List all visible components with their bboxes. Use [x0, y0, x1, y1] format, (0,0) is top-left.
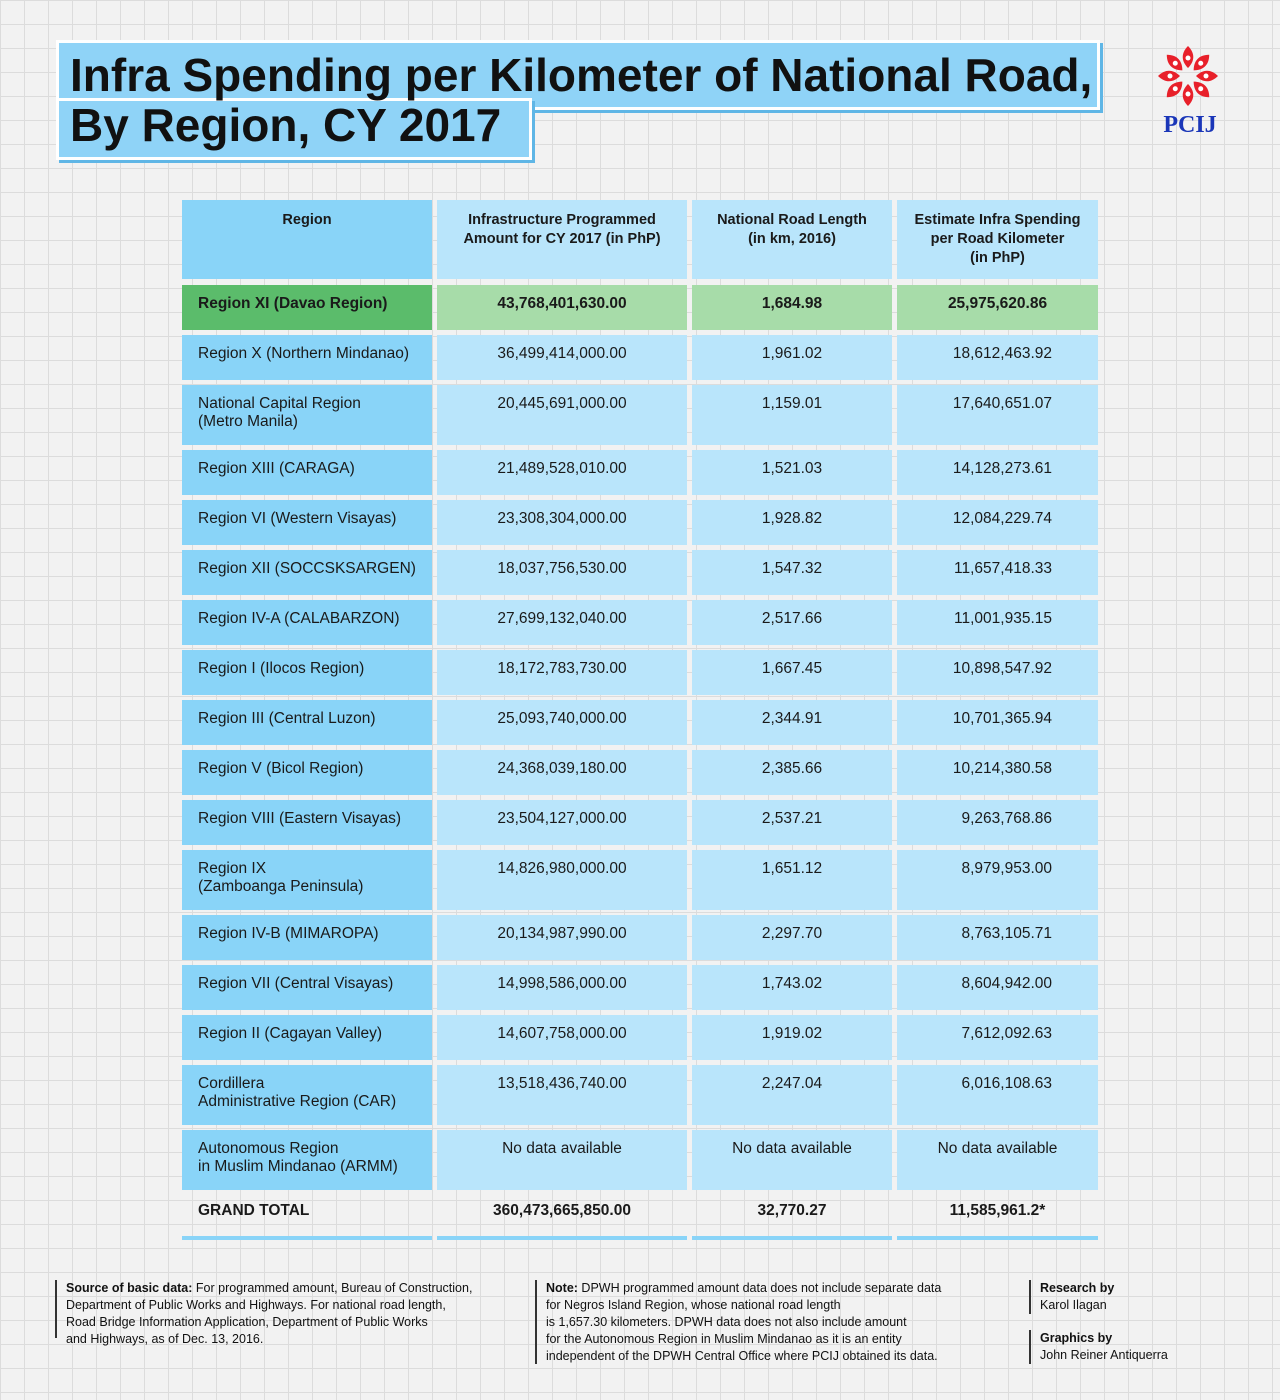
per-km-cell [897, 1015, 1098, 1060]
region-cell-text: Region VII (Central Visayas) [198, 975, 394, 992]
graphics-label: Graphics by [1040, 1331, 1113, 1345]
table-row [182, 600, 1098, 645]
length-cell-text: 1,928.82 [761, 510, 823, 527]
table-row [182, 850, 1098, 910]
per-km-cell [897, 700, 1098, 745]
table-bottom-bar [692, 1236, 892, 1240]
column-header-text: (in km, 2016) [748, 231, 836, 247]
per-km-cell-text: No data available [937, 1140, 1058, 1157]
length-cell [692, 600, 892, 645]
region-cell [182, 850, 432, 910]
per-km-cell [897, 800, 1098, 845]
per-km-cell-text: 9,263,768.86 [961, 810, 1052, 827]
research-label: Research by [1040, 1281, 1115, 1295]
logo-petal-dot [1186, 56, 1191, 61]
length-cell-text: 2,537.21 [761, 810, 823, 827]
region-cell [182, 650, 432, 695]
amount-cell [437, 915, 687, 960]
per-km-cell-text: 8,604,942.00 [961, 975, 1052, 992]
total-length-text: 32,770.27 [757, 1202, 827, 1219]
region-cell-text: Administrative Region (CAR) [198, 1093, 397, 1110]
length-cell [692, 285, 892, 330]
per-km-cell [897, 500, 1098, 545]
per-km-cell [897, 550, 1098, 595]
length-cell-text: 1,651.12 [761, 860, 823, 877]
total-per-km [897, 1190, 1098, 1235]
length-cell-text: 1,919.02 [761, 1025, 823, 1042]
amount-cell [437, 335, 687, 380]
amount-cell-text: 20,445,691,000.00 [497, 395, 627, 412]
note-line: for Negros Island Region, whose national road length [546, 1298, 841, 1312]
table-row [182, 1130, 1098, 1190]
table-row [182, 1065, 1098, 1125]
amount-cell [437, 1130, 687, 1190]
table-bottom-bar [897, 1236, 1098, 1240]
length-cell [692, 965, 892, 1010]
per-km-cell-text: 6,016,108.63 [961, 1075, 1052, 1092]
region-cell [182, 1015, 432, 1060]
table-bottom-bar [182, 1236, 432, 1240]
region-cell [182, 800, 432, 845]
length-cell-text: 1,743.02 [761, 975, 823, 992]
graphics-name: John Reiner Antiquerra [1040, 1348, 1168, 1362]
region-cell-text: Cordillera [198, 1075, 265, 1092]
note-line: independent of the DPWH Central Office where PCIJ obtained its data. [546, 1349, 938, 1363]
length-cell-text: 2,297.70 [761, 925, 823, 942]
per-km-cell [897, 650, 1098, 695]
logo-text: PCIJ [1163, 112, 1217, 138]
total-per-km-text: 11,585,961.2* [949, 1202, 1046, 1219]
per-km-cell [897, 285, 1098, 330]
amount-cell [437, 500, 687, 545]
length-cell [692, 915, 892, 960]
length-cell-text: 2,344.91 [761, 710, 823, 727]
column-header-text: Amount for CY 2017 (in PhP) [463, 231, 661, 247]
source-label: Source of basic data: [66, 1281, 193, 1295]
per-km-cell-text: 10,898,547.92 [952, 660, 1052, 677]
length-cell [692, 335, 892, 380]
region-cell-text: (Zamboanga Peninsula) [198, 878, 364, 895]
column-header-text: Region [282, 212, 332, 228]
region-cell-text: in Muslim Mindanao (ARMM) [198, 1158, 398, 1175]
page-title-line1: Infra Spending per Kilometer of National Road, [70, 49, 1093, 101]
length-cell-text: 1,521.03 [761, 460, 823, 477]
amount-cell-text: 14,998,586,000.00 [497, 975, 627, 992]
table-row [182, 965, 1098, 1010]
source-line: Road Bridge Information Application, Department of Public Works [66, 1315, 428, 1329]
length-cell-text: 1,547.32 [761, 560, 823, 577]
length-cell [692, 500, 892, 545]
note-line: is 1,657.30 kilometers. DPWH data does not also include amount [546, 1315, 907, 1329]
column-header-text: Infrastructure Programmed [468, 212, 656, 228]
region-cell-text: National Capital Region [198, 395, 361, 412]
amount-cell [437, 800, 687, 845]
amount-cell-text: 24,368,039,180.00 [497, 760, 627, 777]
amount-cell [437, 650, 687, 695]
source-line: and Highways, as of Dec. 13, 2016. [66, 1332, 264, 1346]
footer-graphics [1029, 1330, 1229, 1364]
amount-cell [437, 850, 687, 910]
amount-cell [437, 385, 687, 445]
region-cell [182, 500, 432, 545]
total-amount-text: 360,473,665,850.00 [493, 1202, 631, 1219]
per-km-cell [897, 450, 1098, 495]
amount-cell [437, 450, 687, 495]
region-cell [182, 385, 432, 445]
region-cell [182, 550, 432, 595]
amount-cell [437, 750, 687, 795]
per-km-cell-text: 25,975,620.86 [947, 295, 1048, 312]
per-km-cell-text: 11,657,418.33 [954, 560, 1052, 577]
per-km-cell [897, 600, 1098, 645]
total-label [182, 1190, 432, 1235]
column-header-text: (in PhP) [970, 250, 1025, 266]
table-row [182, 500, 1098, 545]
page-title-line2: By Region, CY 2017 [70, 99, 502, 151]
amount-cell [437, 700, 687, 745]
logo-petal-dot [1168, 74, 1173, 79]
per-km-cell [897, 750, 1098, 795]
length-cell [692, 850, 892, 910]
table-row [182, 650, 1098, 695]
per-km-cell [897, 335, 1098, 380]
length-cell [692, 800, 892, 845]
column-header [182, 200, 432, 279]
amount-cell-text: No data available [502, 1140, 622, 1157]
grand-total-row [182, 1190, 1098, 1235]
amount-cell [437, 965, 687, 1010]
total-amount [437, 1190, 687, 1235]
amount-cell-text: 13,518,436,740.00 [497, 1075, 627, 1092]
length-cell [692, 700, 892, 745]
amount-cell [437, 1015, 687, 1060]
region-cell [182, 750, 432, 795]
region-cell [182, 965, 432, 1010]
amount-cell-text: 18,172,783,730.00 [497, 660, 627, 677]
region-cell [182, 915, 432, 960]
region-cell-text: Region IX [198, 860, 267, 877]
length-cell-text: 1,159.01 [761, 395, 823, 412]
table-row-highlight [182, 285, 1098, 330]
per-km-cell-text: 14,128,273.61 [952, 460, 1052, 477]
length-cell [692, 450, 892, 495]
research-name: Karol Ilagan [1040, 1298, 1107, 1312]
region-cell [182, 700, 432, 745]
region-cell-text: Region III (Central Luzon) [198, 710, 376, 727]
amount-cell-text: 36,499,414,000.00 [497, 345, 627, 362]
column-header [692, 200, 892, 279]
length-cell [692, 750, 892, 795]
note-line: for the Autonomous Region in Muslim Mindanao as it is an entity [546, 1332, 902, 1346]
region-cell-text: Region IV-A (CALABARZON) [198, 610, 400, 627]
length-cell [692, 385, 892, 445]
column-header-text: per Road Kilometer [930, 231, 1065, 247]
logo-petal-dot [1204, 74, 1209, 79]
column-header-text: Estimate Infra Spending [914, 212, 1081, 228]
amount-cell-text: 23,308,304,000.00 [497, 510, 627, 527]
table-row [182, 385, 1098, 445]
region-cell-text: Autonomous Region [198, 1140, 339, 1157]
table-header-row [182, 200, 1098, 279]
per-km-cell-text: 11,001,935.15 [954, 610, 1052, 627]
column-header [437, 200, 687, 279]
region-cell-text: Region II (Cagayan Valley) [198, 1025, 383, 1042]
length-cell-text: 2,517.66 [761, 610, 823, 627]
footer-note [535, 1280, 1005, 1364]
length-cell-text: 1,667.45 [761, 660, 823, 677]
table-row [182, 800, 1098, 845]
amount-cell-text: 25,093,740,000.00 [497, 710, 627, 727]
length-cell [692, 650, 892, 695]
region-cell [182, 1130, 432, 1190]
table-row [182, 750, 1098, 795]
per-km-cell [897, 965, 1098, 1010]
table-row [182, 335, 1098, 380]
table-row [182, 700, 1098, 745]
length-cell-text: 1,684.98 [761, 295, 823, 312]
amount-cell-text: 27,699,132,040.00 [497, 610, 627, 627]
length-cell-text: 1,961.02 [761, 345, 823, 362]
region-cell [182, 600, 432, 645]
total-length [692, 1190, 892, 1235]
per-km-cell-text: 8,763,105.71 [961, 925, 1052, 942]
logo-petal-dot [1186, 92, 1191, 97]
region-cell-text: Region IV-B (MIMAROPA) [198, 925, 379, 942]
footer-research [1029, 1280, 1229, 1314]
column-header-text: National Road Length [717, 212, 867, 228]
total-label-text: GRAND TOTAL [198, 1202, 310, 1219]
source-line: Department of Public Works and Highways. For national road length, [66, 1298, 446, 1312]
region-cell-text: Region VIII (Eastern Visayas) [198, 810, 402, 827]
per-km-cell-text: 12,084,229.74 [952, 510, 1052, 527]
amount-cell [437, 600, 687, 645]
table-row [182, 550, 1098, 595]
note-line: DPWH programmed amount data does not include separate data [577, 1281, 942, 1295]
per-km-cell [897, 850, 1098, 910]
table-row [182, 450, 1098, 495]
table-row [182, 1015, 1098, 1060]
per-km-cell-text: 7,612,092.63 [961, 1025, 1052, 1042]
table-row [182, 915, 1098, 960]
length-cell-text: No data available [732, 1140, 852, 1157]
length-cell [692, 550, 892, 595]
amount-cell-text: 43,768,401,630.00 [497, 295, 627, 312]
amount-cell-text: 14,607,758,000.00 [497, 1025, 627, 1042]
amount-cell-text: 23,504,127,000.00 [497, 810, 627, 827]
amount-cell [437, 1065, 687, 1125]
region-cell [182, 335, 432, 380]
column-header [897, 200, 1098, 279]
amount-cell-text: 14,826,980,000.00 [497, 860, 627, 877]
region-cell [182, 1065, 432, 1125]
per-km-cell [897, 915, 1098, 960]
per-km-cell-text: 17,640,651.07 [952, 395, 1052, 412]
source-line: For programmed amount, Bureau of Construction, [192, 1281, 473, 1295]
region-cell-text: Region XIII (CARAGA) [198, 460, 355, 477]
length-cell [692, 1015, 892, 1060]
region-cell-text: Region V (Bicol Region) [198, 760, 364, 777]
amount-cell-text: 20,134,987,990.00 [497, 925, 627, 942]
region-cell-text: Region I (Ilocos Region) [198, 660, 365, 677]
per-km-cell-text: 10,701,365.94 [952, 710, 1052, 727]
region-cell-text: Region VI (Western Visayas) [198, 510, 397, 527]
per-km-cell-text: 10,214,380.58 [952, 760, 1052, 777]
region-cell-text: Region XII (SOCCSKSARGEN) [198, 560, 416, 577]
length-cell-text: 2,247.04 [761, 1075, 823, 1092]
length-cell [692, 1065, 892, 1125]
footer-source [55, 1280, 525, 1346]
amount-cell [437, 550, 687, 595]
note-label: Note: [546, 1281, 578, 1295]
region-cell-text: (Metro Manila) [198, 413, 298, 430]
amount-cell-text: 21,489,528,010.00 [497, 460, 627, 477]
table-bottom-bar [437, 1236, 687, 1240]
per-km-cell-text: 8,979,953.00 [961, 860, 1052, 877]
per-km-cell [897, 1065, 1098, 1125]
amount-cell-text: 18,037,756,530.00 [497, 560, 627, 577]
region-cell-text: Region XI (Davao Region) [198, 295, 388, 312]
per-km-cell [897, 385, 1098, 445]
length-cell [692, 1130, 892, 1190]
per-km-cell [897, 1130, 1098, 1190]
region-cell-text: Region X (Northern Mindanao) [198, 345, 410, 362]
region-cell [182, 450, 432, 495]
length-cell-text: 2,385.66 [761, 760, 823, 777]
per-km-cell-text: 18,612,463.92 [952, 345, 1052, 362]
region-cell [182, 285, 432, 330]
amount-cell [437, 285, 687, 330]
